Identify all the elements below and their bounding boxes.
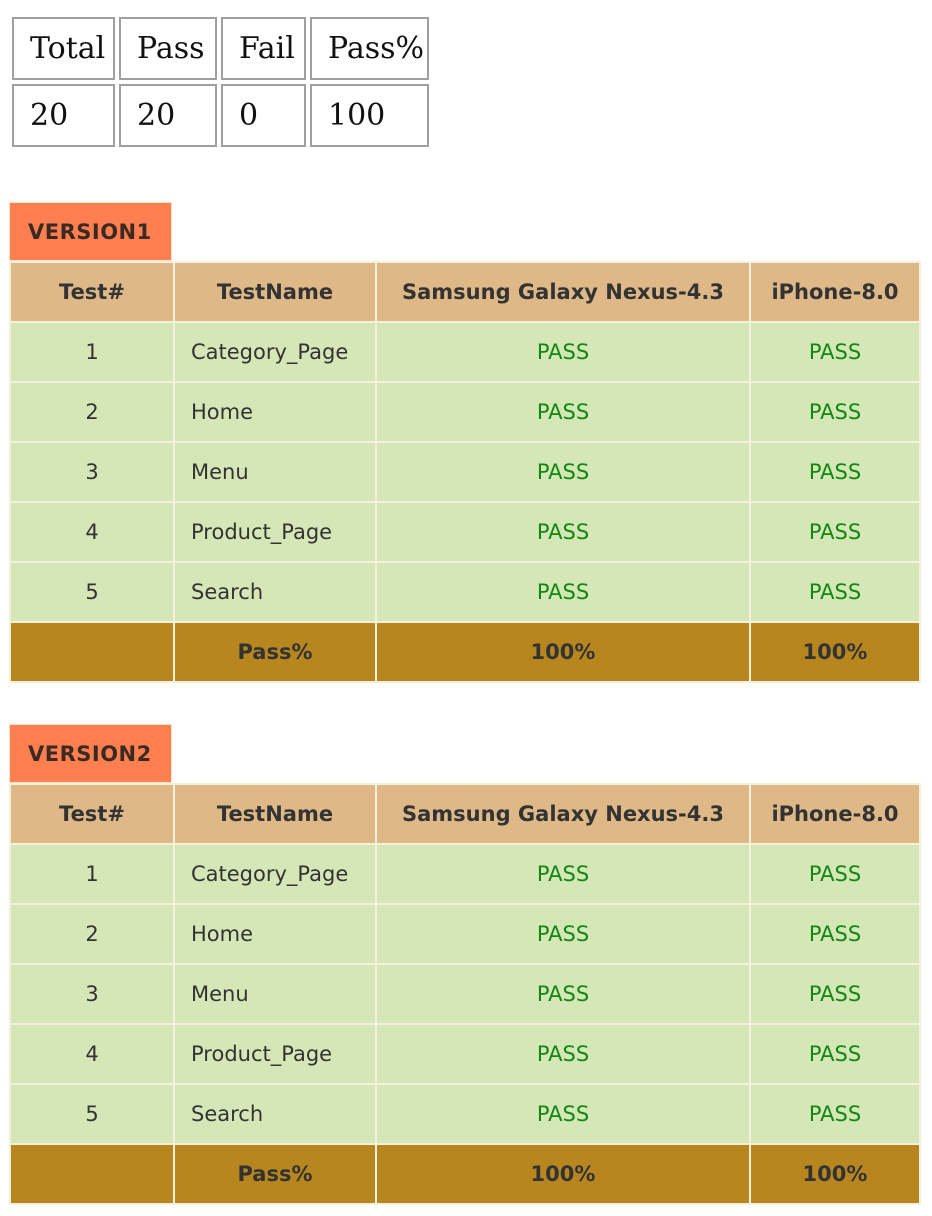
table-row — [10, 1084, 920, 1144]
header-test-name: TestName — [174, 784, 376, 844]
test-name: Product_Page — [174, 502, 376, 562]
result-iphone: PASS — [750, 562, 920, 622]
footer-iphone-percent: 100% — [750, 622, 920, 682]
table-row — [10, 1024, 920, 1084]
summary-header-pass-percent: Pass% — [310, 17, 429, 80]
version-label: VERSION1 — [9, 202, 172, 261]
table-row — [10, 502, 920, 562]
footer-empty-cell — [10, 1144, 174, 1204]
footer-iphone-percent: 100% — [750, 1144, 920, 1204]
summary-fail-value: 0 — [221, 84, 306, 147]
summary-value-row — [12, 84, 429, 147]
test-name: Menu — [174, 442, 376, 502]
result-samsung: PASS — [376, 442, 750, 502]
header-device-samsung: Samsung Galaxy Nexus-4.3 — [376, 262, 750, 322]
result-iphone: PASS — [750, 1024, 920, 1084]
table-row — [10, 844, 920, 904]
summary-table — [8, 13, 433, 151]
test-number: 1 — [10, 322, 174, 382]
test-number: 3 — [10, 964, 174, 1024]
table-row — [10, 442, 920, 502]
result-samsung: PASS — [376, 1084, 750, 1144]
summary-header-pass: Pass — [119, 17, 217, 80]
table-row — [10, 322, 920, 382]
summary-header-row — [12, 17, 429, 80]
pass-percent-row — [10, 1144, 920, 1204]
result-iphone: PASS — [750, 904, 920, 964]
test-name: Product_Page — [174, 1024, 376, 1084]
header-test-number: Test# — [10, 262, 174, 322]
results-table — [9, 261, 921, 683]
header-device-samsung: Samsung Galaxy Nexus-4.3 — [376, 784, 750, 844]
footer-empty-cell — [10, 622, 174, 682]
result-samsung: PASS — [376, 502, 750, 562]
summary-header-fail: Fail — [221, 17, 306, 80]
result-samsung: PASS — [376, 1024, 750, 1084]
result-iphone: PASS — [750, 382, 920, 442]
footer-samsung-percent: 100% — [376, 1144, 750, 1204]
result-iphone: PASS — [750, 502, 920, 562]
result-samsung: PASS — [376, 322, 750, 382]
result-samsung: PASS — [376, 844, 750, 904]
result-samsung: PASS — [376, 964, 750, 1024]
test-name: Home — [174, 904, 376, 964]
test-name: Search — [174, 1084, 376, 1144]
footer-label: Pass% — [174, 1144, 376, 1204]
test-number: 4 — [10, 1024, 174, 1084]
results-header-row — [10, 784, 920, 844]
test-name: Search — [174, 562, 376, 622]
footer-samsung-percent: 100% — [376, 622, 750, 682]
summary-total-value: 20 — [12, 84, 115, 147]
test-number: 2 — [10, 382, 174, 442]
result-iphone: PASS — [750, 844, 920, 904]
result-samsung: PASS — [376, 382, 750, 442]
test-name: Category_Page — [174, 844, 376, 904]
table-row — [10, 964, 920, 1024]
header-device-iphone: iPhone-8.0 — [750, 262, 920, 322]
table-row — [10, 382, 920, 442]
pass-percent-row — [10, 622, 920, 682]
table-row — [10, 904, 920, 964]
summary-header-total: Total — [12, 17, 115, 80]
test-number: 5 — [10, 1084, 174, 1144]
test-name: Menu — [174, 964, 376, 1024]
test-number: 1 — [10, 844, 174, 904]
summary-pass-value: 20 — [119, 84, 217, 147]
result-iphone: PASS — [750, 322, 920, 382]
test-name: Home — [174, 382, 376, 442]
result-iphone: PASS — [750, 442, 920, 502]
result-samsung: PASS — [376, 904, 750, 964]
header-test-number: Test# — [10, 784, 174, 844]
version-block-2 — [9, 724, 919, 1205]
test-name: Category_Page — [174, 322, 376, 382]
result-iphone: PASS — [750, 964, 920, 1024]
test-number: 4 — [10, 502, 174, 562]
table-row — [10, 562, 920, 622]
results-header-row — [10, 262, 920, 322]
summary-pass-percent-value: 100 — [310, 84, 429, 147]
result-samsung: PASS — [376, 562, 750, 622]
test-number: 5 — [10, 562, 174, 622]
header-device-iphone: iPhone-8.0 — [750, 784, 920, 844]
version-label: VERSION2 — [9, 724, 172, 783]
results-table — [9, 783, 921, 1205]
footer-label: Pass% — [174, 622, 376, 682]
result-iphone: PASS — [750, 1084, 920, 1144]
test-number: 2 — [10, 904, 174, 964]
header-test-name: TestName — [174, 262, 376, 322]
version-block-1 — [9, 202, 919, 683]
test-number: 3 — [10, 442, 174, 502]
